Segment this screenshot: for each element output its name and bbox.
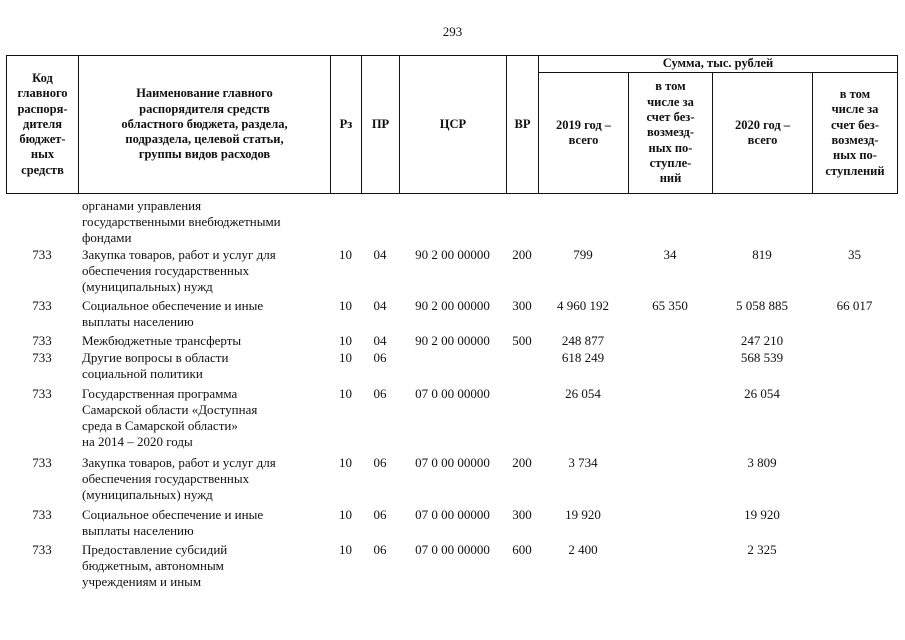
header-2020-total: 2020 год – всего	[734, 117, 791, 147]
cell-pr: 04	[373, 333, 387, 348]
cell-pr: 06	[373, 350, 387, 365]
header-bottom-rule	[6, 193, 898, 194]
cell-pr: 06	[373, 507, 387, 522]
cell-pr: 06	[373, 542, 387, 557]
cell-name: органами управления государственными внебюджетными фондами	[82, 198, 281, 245]
cell-2020-total: 247 210	[740, 333, 784, 348]
cell-2020-free: 35	[848, 247, 861, 262]
cell-name: Социальное обеспечение и иные выплаты населению	[82, 507, 264, 538]
header-sum-title: Сумма, тыс. рублей	[662, 56, 774, 71]
cell-2020-total: 568 539	[740, 350, 784, 365]
cell-name: Закупка товаров, работ и услуг для обеспечения государственных (муниципальных) нужд	[82, 455, 276, 502]
cell-vr: 200	[512, 455, 532, 470]
cell-vr: 500	[512, 333, 532, 348]
cell-code: 733	[32, 350, 52, 365]
header-code: Код главного распоря- дителя бюджет- ных средств	[17, 70, 68, 177]
cell-rz: 10	[339, 298, 352, 313]
cell-2020-total: 5 058 885	[736, 298, 788, 313]
cell-name: Другие вопросы в области социальной политики	[82, 350, 229, 381]
cell-pr: 04	[373, 247, 387, 262]
cell-2020-total: 819	[752, 247, 772, 262]
page-number: 293	[442, 24, 463, 39]
header-2020-free: в том числе за счет без- возмезд- ных по- ступлений	[825, 87, 885, 178]
cell-2020-total: 19 920	[744, 507, 780, 522]
cell-csr: 07 0 00 00000	[415, 386, 490, 401]
cell-2020-total: 2 325	[747, 542, 777, 557]
header-name: Наименование главного распорядителя средств областного бюджета, раздела, подраздела, целевой статьи, группы видов расходов	[121, 86, 288, 162]
cell-code: 733	[32, 247, 52, 262]
cell-2019-total: 19 920	[565, 507, 601, 522]
header-2019-total: 2019 год – всего	[555, 117, 612, 147]
header-csr: ЦСР	[439, 116, 467, 131]
cell-csr: 90 2 00 00000	[415, 333, 490, 348]
header-vr: ВР	[514, 116, 531, 131]
header-rz: Рз	[339, 116, 353, 131]
cell-rz: 10	[339, 542, 352, 557]
cell-2019-free: 65 350	[652, 298, 688, 313]
cell-vr: 600	[512, 542, 532, 557]
cell-2020-free: 66 017	[836, 298, 873, 313]
cell-vr: 300	[512, 507, 532, 522]
cell-csr: 90 2 00 00000	[415, 298, 490, 313]
cell-rz: 10	[339, 333, 352, 348]
cell-rz: 10	[339, 350, 352, 365]
cell-2019-total: 248 877	[561, 333, 605, 348]
cell-2020-total: 26 054	[744, 386, 780, 401]
cell-2019-total: 4 960 192	[557, 298, 609, 313]
cell-code: 733	[32, 386, 52, 401]
cell-2019-total: 2 400	[568, 542, 598, 557]
cell-2019-total: 26 054	[565, 386, 601, 401]
cell-csr: 07 0 00 00000	[415, 542, 490, 557]
cell-vr: 300	[512, 298, 532, 313]
cell-name: Социальное обеспечение и иные выплаты населению	[82, 298, 264, 329]
cell-2019-total: 618 249	[561, 350, 605, 365]
cell-2019-total: 3 734	[568, 455, 598, 470]
header-col-divider	[897, 55, 898, 193]
cell-2020-total: 3 809	[747, 455, 777, 470]
cell-rz: 10	[339, 247, 352, 262]
cell-vr: 200	[512, 247, 532, 262]
header-2019-free: в том числе за счет без- возмезд- ных по- ступле- ний	[646, 79, 695, 186]
cell-code: 733	[32, 542, 52, 557]
cell-code: 733	[32, 507, 52, 522]
cell-name: Предоставление субсидий бюджетным, автономным учреждениям и иным	[82, 542, 228, 589]
cell-2019-total: 799	[573, 247, 593, 262]
cell-csr: 07 0 00 00000	[415, 455, 490, 470]
cell-pr: 06	[373, 455, 387, 470]
cell-name: Закупка товаров, работ и услуг для обеспечения государственных (муниципальных) нужд	[82, 247, 276, 294]
cell-code: 733	[32, 455, 52, 470]
cell-code: 733	[32, 333, 52, 348]
cell-code: 733	[32, 298, 52, 313]
cell-rz: 10	[339, 507, 352, 522]
cell-pr: 06	[373, 386, 387, 401]
cell-rz: 10	[339, 386, 352, 401]
cell-name: Межбюджетные трансферты	[82, 333, 242, 348]
cell-csr: 90 2 00 00000	[415, 247, 490, 262]
cell-pr: 04	[373, 298, 387, 313]
cell-rz: 10	[339, 455, 352, 470]
cell-csr: 07 0 00 00000	[415, 507, 490, 522]
cell-2019-free: 34	[663, 247, 677, 262]
header-pr: ПР	[371, 116, 390, 131]
cell-name: Государственная программа Самарской области «Доступная среда в Самарской области» на 2014 – 2020 годы	[82, 386, 258, 449]
